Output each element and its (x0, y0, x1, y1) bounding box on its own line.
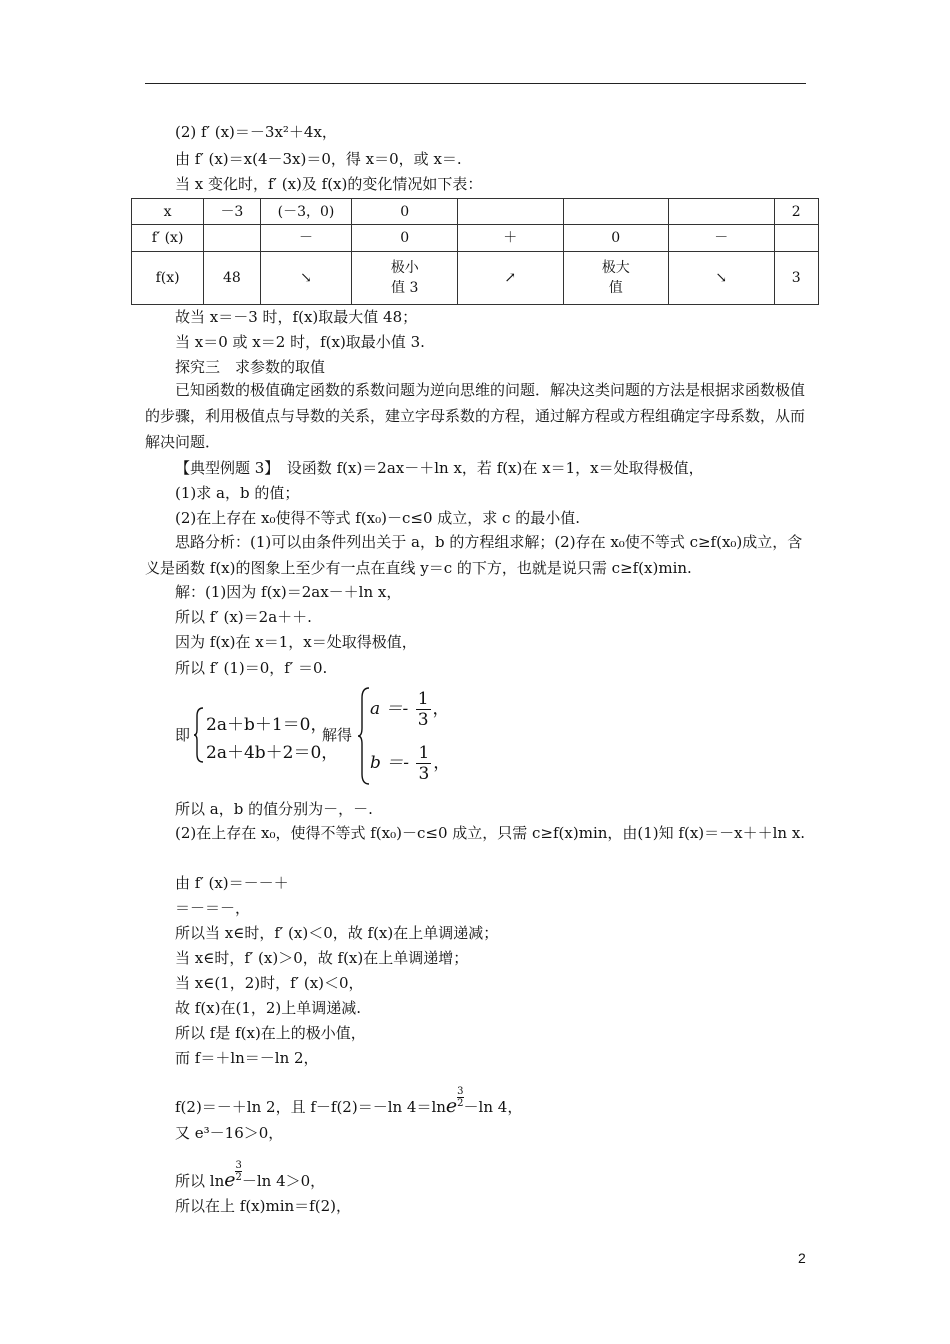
table-cell: f′ (x) (132, 225, 204, 252)
table-cell: ↘ (669, 252, 775, 305)
table-cell: － (669, 225, 775, 252)
table-cell: 极大 值 (563, 252, 669, 305)
equation-1: 2a＋b＋1＝0， (206, 715, 328, 735)
header-rule (145, 83, 806, 84)
text-line: 解：(1)因为 f(x)＝2ax－＋ln x， (175, 583, 402, 601)
e-base: e (445, 1095, 458, 1117)
text-line: 因为 f(x)在 x＝1，x＝处取得极值， (175, 633, 417, 651)
solution-b (370, 743, 450, 784)
table-cell: ↘ (260, 252, 352, 305)
text-line: 由 f′ (x)＝x(4－3x)＝0，得 x＝0，或 x＝. (175, 150, 462, 168)
fraction-denominator: 3 (417, 710, 429, 730)
text-line: 当 x∈时，f′ (x)＞0，故 f(x)在上单调递增； (175, 949, 469, 967)
text-line: 所以当 x∈时，f′ (x)＜0，故 f(x)在上单调递减； (175, 924, 499, 942)
table-cell (563, 199, 669, 225)
equation-2: 2a＋4b＋2＝0， (206, 743, 339, 763)
text-line (175, 1160, 325, 1190)
text-line: 所以 a，b 的值分别为－，－. (175, 800, 373, 818)
table-cell (204, 225, 260, 252)
table-row (132, 252, 819, 305)
text-line: 所以 f′ (1)＝0，f′ ＝0. (175, 659, 328, 677)
table-cell (774, 225, 818, 252)
paragraph: (2)在上存在 x₀，使得不等式 f(x₀)－c≤0 成立，只需 c≥f(x)min，由(1)知 f(x)＝－x＋＋ln x. (175, 824, 806, 842)
paragraph: 思路分析：(1)可以由条件列出关于 a，b 的方程组求解；(2)存在 x₀使不等式 c≥f(x₀)成立，含义是函数 f(x)的图象上至少有一点在直线 y＝c 的下方，也就是说只需 c≥f(x)min. (145, 533, 803, 577)
table-cell: 48 (204, 252, 260, 305)
left-brace-icon (193, 706, 205, 764)
text-line: (2)在上存在 x₀使得不等式 f(x₀)－c≤0 成立，求 c 的最小值. (175, 509, 580, 527)
table-cell (457, 199, 563, 225)
table-cell: ＋ (457, 225, 563, 252)
text-segment: f(2)＝－＋ln 2，且 f－f(2)＝－ln 4＝ln (175, 1098, 446, 1116)
fraction-numerator: 1 (417, 689, 429, 709)
table-cell (669, 199, 775, 225)
table-cell: 2 (774, 199, 818, 225)
table-cell: －3 (204, 199, 260, 225)
table-cell: － (260, 225, 352, 252)
text-line: ＝－＝－， (175, 899, 251, 917)
table-cell: 3 (774, 252, 818, 305)
e-base: e (224, 1169, 236, 1191)
text-segment: －ln 4＞0， (241, 1172, 326, 1190)
fraction-numerator: 1 (418, 743, 430, 763)
text-line: 故 f(x)在(1，2)上单调递减. (175, 999, 362, 1017)
left-brace-icon (357, 686, 371, 786)
solution-a-lhs: a ＝- (370, 699, 409, 719)
text-line: 当 x 变化时，f′ (x)及 f(x)的变化情况如下表： (175, 175, 483, 193)
page-number: 2 (798, 1250, 806, 1266)
table-row (132, 199, 819, 225)
text-line: 当 x＝0 或 x＝2 时，f(x)取最小值 3. (175, 333, 425, 351)
comma: ， (432, 699, 450, 719)
text-line: 而 f＝＋ln＝－ln 2， (175, 1049, 319, 1067)
exponent-denominator: 2 (457, 1098, 464, 1109)
fraction-denominator: 3 (418, 764, 430, 784)
table-cell: 0 (352, 225, 458, 252)
text-line: (1)求 a，b 的值； (175, 484, 300, 502)
paragraph: 已知函数的极值确定函数的系数问题为逆向思维的问题．解决这类问题的方法是根据求函数极值的步骤，利用极值点与导数的关系，建立字母系数的方程，通过解方程或方程组确定字母系数，从而解决问题． (145, 381, 806, 451)
section-heading: 探究三 求参数的取值 (175, 358, 326, 376)
text-line: 当 x∈(1，2)时，f′ (x)＜0， (175, 974, 364, 992)
text-segment: 所以 ln (175, 1172, 225, 1190)
table-cell: (－3，0) (260, 199, 352, 225)
fraction (416, 743, 431, 784)
text-line (175, 1086, 522, 1116)
jiede-label: 解得 (322, 726, 353, 744)
text-line: 【典型例题 3】 设函数 f(x)＝2ax－＋ln x，若 f(x)在 x＝1，x＝处取得极值， (175, 459, 704, 477)
text-segment: －ln 4， (463, 1098, 523, 1116)
fraction (416, 689, 431, 730)
text-line: 所以 f′ (x)＝2a＋＋. (175, 608, 312, 626)
table-cell: 极小 值 3 (352, 252, 458, 305)
ji-label: 即 (175, 726, 191, 744)
table-cell: f(x) (132, 252, 204, 305)
table-cell: ↗ (457, 252, 563, 305)
table-cell: 0 (563, 225, 669, 252)
table-cell: 0 (352, 199, 458, 225)
exponent-numerator: 3 (457, 1086, 464, 1097)
text-line: 所以在上 f(x)min＝f(2)， (175, 1197, 351, 1215)
exponent-numerator: 3 (235, 1160, 242, 1171)
text-line: (2) f′ (x)＝－3x²＋4x， (175, 123, 337, 141)
variation-table (131, 198, 819, 305)
table-cell: x (132, 199, 204, 225)
text-line: 由 f′ (x)＝－－＋ (175, 874, 289, 892)
solution-b-lhs: b ＝- (370, 753, 410, 773)
comma: ， (433, 753, 451, 773)
text-line: 故当 x＝－3 时，f(x)取最大值 48； (175, 308, 418, 326)
text-line: 又 e³－16＞0， (175, 1124, 284, 1142)
exponent-denominator: 2 (235, 1172, 242, 1183)
table-row (132, 225, 819, 252)
solution-a (370, 689, 450, 730)
text-line: 所以 f是 f(x)在上的极小值， (175, 1024, 366, 1042)
